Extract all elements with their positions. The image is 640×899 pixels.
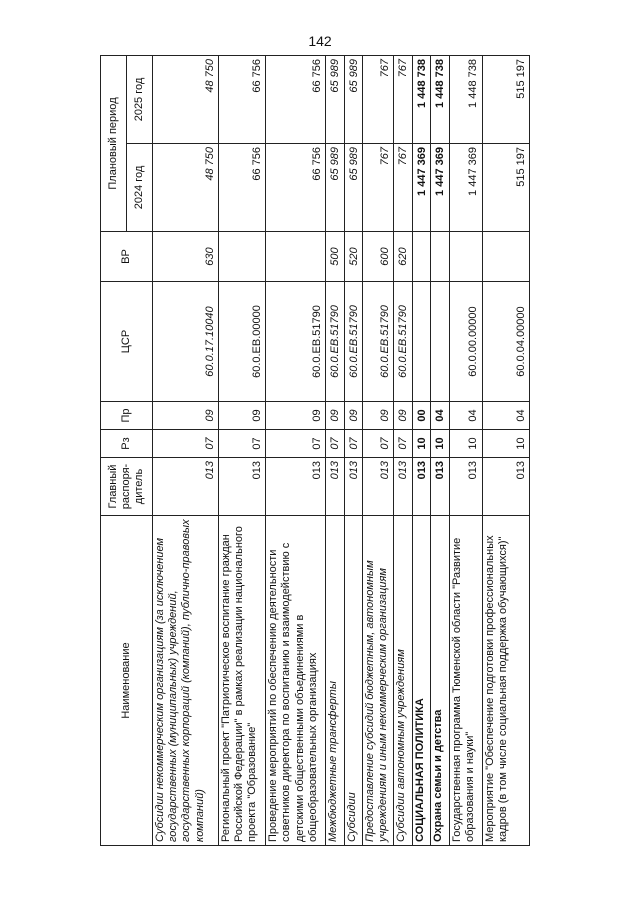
- cell-gr: 013: [218, 458, 265, 516]
- header-2024: 2024 год: [127, 144, 153, 232]
- header-plan: Плановый период: [101, 56, 127, 232]
- cell-pr: 09: [153, 402, 219, 430]
- cell-y2024: 65 989: [326, 144, 345, 232]
- cell-vr: 620: [393, 232, 412, 282]
- cell-rz: 07: [363, 430, 394, 458]
- cell-vr: 630: [153, 232, 219, 282]
- budget-table: [100, 55, 530, 846]
- cell-y2025: 66 756: [266, 56, 326, 144]
- table-row: [326, 56, 345, 846]
- cell-name: Проведение мероприятий по обеспечению деятельности советников директора по воспитанию и взаимодействию с детскими общественными объединениями в общеобразовательных организациях: [266, 516, 326, 846]
- cell-pr: 09: [326, 402, 345, 430]
- cell-csr: 60.0.ЕВ.51790: [344, 282, 363, 402]
- cell-vr: [482, 232, 529, 282]
- cell-name: Субсидии некоммерческим организациям (за исключением государственных (муниципальных) учреждений, государственных корпораций (компаний), публично-правовых компаний): [153, 516, 219, 846]
- cell-vr: [266, 232, 326, 282]
- cell-pr: 09: [266, 402, 326, 430]
- cell-rz: 07: [153, 430, 219, 458]
- cell-y2024: 767: [393, 144, 412, 232]
- header-name: Наименование: [101, 516, 153, 846]
- cell-gr: 013: [412, 458, 431, 516]
- table-row: [218, 56, 265, 846]
- cell-vr: [412, 232, 431, 282]
- cell-y2025: 65 989: [344, 56, 363, 144]
- table-row: [344, 56, 363, 846]
- cell-gr: 013: [482, 458, 529, 516]
- cell-name: Региональный проект "Патриотическое воспитание граждан Российской Федерации" в рамках реализации национального проекта "Образование": [218, 516, 265, 846]
- table-row: [412, 56, 431, 846]
- budget-table-rotated: [100, 56, 530, 846]
- cell-name: Субсидии: [344, 516, 363, 846]
- cell-pr: 09: [393, 402, 412, 430]
- cell-csr: [412, 282, 431, 402]
- cell-csr: 60.0.ЕВ.51790: [266, 282, 326, 402]
- cell-y2025: 65 989: [326, 56, 345, 144]
- cell-y2024: 1 447 369: [431, 144, 450, 232]
- cell-gr: 013: [393, 458, 412, 516]
- cell-name: Мероприятие "Обеспечение подготовки профессиональных кадров (в том числе социальная поддержка обучающихся)": [482, 516, 529, 846]
- cell-vr: 600: [363, 232, 394, 282]
- header-vr: ВР: [101, 232, 153, 282]
- cell-vr: [449, 232, 482, 282]
- cell-csr: 60.0.ЕВ.51790: [326, 282, 345, 402]
- cell-y2025: 515 197: [482, 56, 529, 144]
- cell-rz: 10: [431, 430, 450, 458]
- cell-pr: 04: [482, 402, 529, 430]
- cell-vr: [218, 232, 265, 282]
- cell-gr: 013: [431, 458, 450, 516]
- cell-csr: 60.0.ЕВ.00000: [218, 282, 265, 402]
- cell-y2025: 1 448 738: [412, 56, 431, 144]
- cell-rz: 10: [482, 430, 529, 458]
- cell-name: СОЦИАЛЬНАЯ ПОЛИТИКА: [412, 516, 431, 846]
- cell-csr: 60.0.17.10040: [153, 282, 219, 402]
- header-rz: Рз: [101, 430, 153, 458]
- cell-rz: 07: [266, 430, 326, 458]
- cell-gr: 013: [266, 458, 326, 516]
- cell-y2025: 66 756: [218, 56, 265, 144]
- table-row: [449, 56, 482, 846]
- cell-y2025: 1 448 738: [431, 56, 450, 144]
- cell-rz: 10: [412, 430, 431, 458]
- cell-rz: 07: [218, 430, 265, 458]
- cell-y2024: 767: [363, 144, 394, 232]
- cell-gr: 013: [326, 458, 345, 516]
- cell-rz: 07: [326, 430, 345, 458]
- cell-rz: 07: [344, 430, 363, 458]
- table-row: [266, 56, 326, 846]
- cell-name: Охрана семьи и детства: [431, 516, 450, 846]
- cell-name: Государственная программа Тюменской области "Развитие образования и науки": [449, 516, 482, 846]
- cell-pr: 09: [344, 402, 363, 430]
- table-row: [153, 56, 219, 846]
- cell-vr: 500: [326, 232, 345, 282]
- cell-csr: 60.0.04.00000: [482, 282, 529, 402]
- cell-y2025: 767: [363, 56, 394, 144]
- cell-rz: 07: [393, 430, 412, 458]
- cell-y2024: 48 750: [153, 144, 219, 232]
- cell-y2025: 1 448 738: [449, 56, 482, 144]
- cell-vr: [431, 232, 450, 282]
- cell-name: Субсидии автономным учреждениям: [393, 516, 412, 846]
- cell-pr: 04: [449, 402, 482, 430]
- cell-gr: 013: [344, 458, 363, 516]
- cell-y2024: 66 756: [218, 144, 265, 232]
- cell-y2024: 65 989: [344, 144, 363, 232]
- header-2025: 2025 год: [127, 56, 153, 144]
- cell-pr: 00: [412, 402, 431, 430]
- cell-y2024: 66 756: [266, 144, 326, 232]
- cell-gr: 013: [363, 458, 394, 516]
- cell-gr: 013: [449, 458, 482, 516]
- cell-name: Предоставление субсидий бюджетным, автономным учреждениям и иным некоммерческим организациям: [363, 516, 394, 846]
- cell-gr: 013: [153, 458, 219, 516]
- cell-y2025: 48 750: [153, 56, 219, 144]
- header-pr: Пр: [101, 402, 153, 430]
- cell-csr: [431, 282, 450, 402]
- cell-csr: 60.0.ЕВ.51790: [393, 282, 412, 402]
- table-row: [363, 56, 394, 846]
- cell-csr: 60.0.ЕВ.51790: [363, 282, 394, 402]
- page-number: 142: [308, 33, 332, 49]
- cell-y2024: 1 447 369: [449, 144, 482, 232]
- header-csr: ЦСР: [101, 282, 153, 402]
- table-row: [431, 56, 450, 846]
- cell-y2024: 515 197: [482, 144, 529, 232]
- header-gr: Главный распоря-дитель: [101, 458, 153, 516]
- cell-csr: 60.0.00.00000: [449, 282, 482, 402]
- cell-pr: 09: [218, 402, 265, 430]
- cell-y2025: 767: [393, 56, 412, 144]
- table-row: [393, 56, 412, 846]
- cell-vr: 520: [344, 232, 363, 282]
- cell-pr: 04: [431, 402, 450, 430]
- cell-rz: 10: [449, 430, 482, 458]
- cell-pr: 09: [363, 402, 394, 430]
- table-row: [482, 56, 529, 846]
- cell-name: Межбюджетные трансферты: [326, 516, 345, 846]
- cell-y2024: 1 447 369: [412, 144, 431, 232]
